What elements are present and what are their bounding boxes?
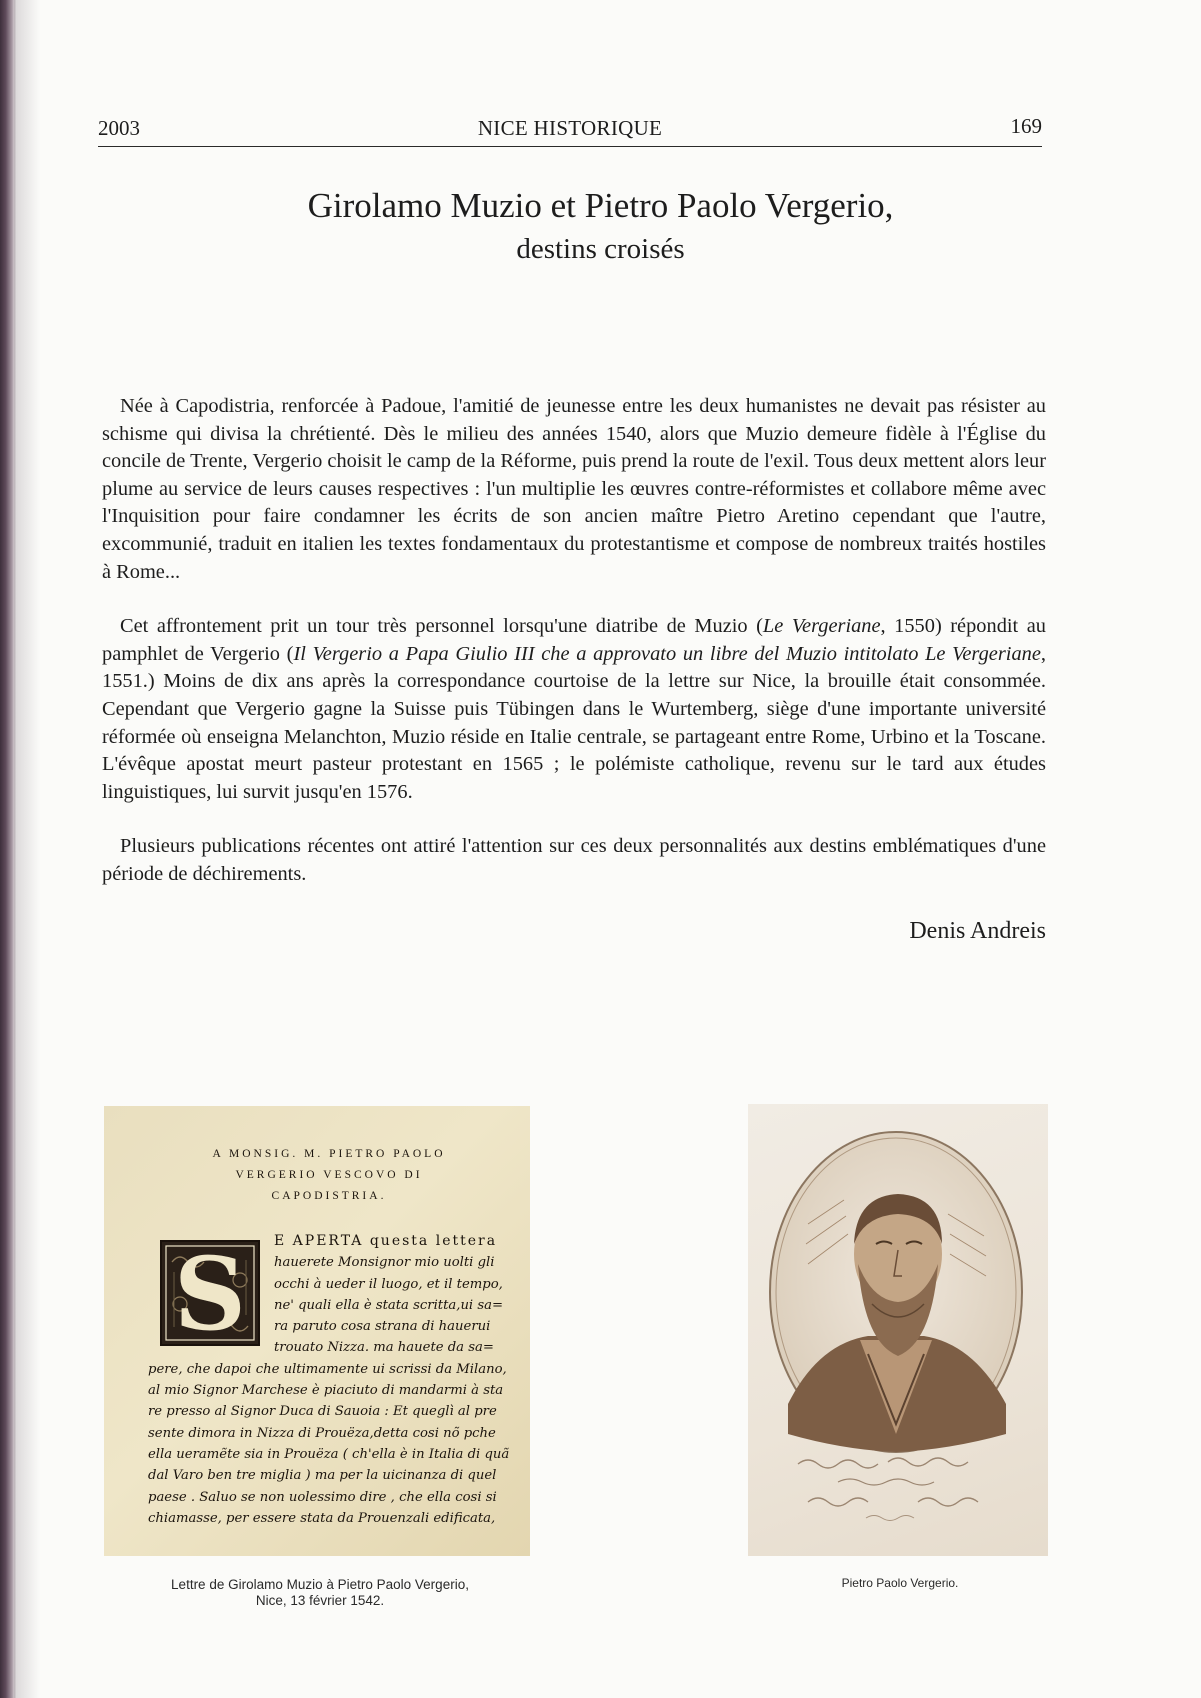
letter-text-line: chiamasse, per essere stata da Prouenzali edificata,: [148, 1510, 496, 1526]
letter-text-line: paese . Saluo se non uolessimo dire , che ella cosi si: [148, 1489, 497, 1505]
letter-heading-line: A MONSIG. M. PIETRO PAOLO: [212, 1148, 446, 1160]
paragraph-2-text-b: , 1550) répondit au pamphlet de Vergerio (: [102, 615, 1046, 665]
running-header: [98, 116, 1042, 147]
letter-text-line: dal Varo ben tre miglia ) ma per la uicinanza di quel: [148, 1468, 497, 1484]
paragraph-2-text-a: Cet affrontement prit un tour très personnel lorsqu'une diatribe de Muzio (: [120, 615, 763, 638]
header-page-number: 169: [1010, 114, 1042, 138]
paragraph-2-title-a: Le Vergeriane: [762, 615, 881, 638]
header-journal-title: NICE HISTORIQUE: [477, 116, 663, 140]
article-body: [102, 393, 1046, 916]
letter-caption-line-2: Nice, 13 février 1542.: [255, 1593, 385, 1608]
letter-text-line: ra paruto cosa strana di hauerui: [274, 1319, 491, 1335]
letter-text: [104, 1231, 530, 1529]
portrait-illustration: [748, 1104, 1048, 1556]
letter-text-line: ella ueramẽte sia in Prouëza ( ch'ella è in Italia di quã: [148, 1446, 510, 1462]
letter-text-line: E APERTA questa lettera: [274, 1233, 498, 1249]
letter-text-line: sente dimora in Nizza di Prouëza,detta cosi nõ pche: [148, 1425, 496, 1441]
portrait-engraving-image: [748, 1104, 1048, 1556]
letter-text-line: hauerete Monsignor mio uolti gli: [274, 1255, 495, 1271]
header-year: 2003: [98, 116, 140, 140]
article-subtitle: destins croisés: [516, 233, 685, 265]
letter-text-line: re presso al Signor Duca di Sauoia : Et queglì al pre: [148, 1404, 497, 1420]
letter-text-line: occhi à ueder il luogo, et il tempo,: [274, 1276, 503, 1292]
paragraph-2: [102, 613, 1046, 806]
letter-caption-line-1: Lettre de Girolamo Muzio à Pietro Paolo Vergerio,: [171, 1577, 469, 1592]
letter-text-line: ne' quali ella è stata scritta,ui sa=: [274, 1297, 504, 1313]
article-title: Girolamo Muzio et Pietro Paolo Vergerio,: [307, 186, 894, 225]
drop-cap-letter: S: [173, 1235, 247, 1353]
paragraph-2-text-c: , 1551.) Moins de dix ans après la correspondance courtoise de la lettre sur Nice, la brouille était consommée. Cependant que Vergerio gagne la Suisse puis Tübingen dans le Wurtemberg, siège d'une importante université réformée où enseigna Melanchton, Muzio réside en Italie centrale, se partageant entre Rome, Urbino et la Toscane. L'évêque apostat meurt pasteur protestant en 1565 ; le polémiste catholique, revenu sur le tard aux études linguistiques, lui survit jusqu'en 1576.: [102, 642, 1046, 803]
letter-text-line: trouato Nizza. ma hauete da sa=: [274, 1340, 494, 1356]
letter-text-line: pere, che dapoi che ultimamente ui scrissi da Milano,: [148, 1361, 507, 1377]
paragraph-3: Plusieurs publications récentes ont attiré l'attention sur ces deux personnalités aux destins emblématiques d'une période de déchirements.: [102, 835, 1046, 885]
letter-heading-line: VERGERIO VESCOVO DI: [235, 1169, 423, 1181]
portrait-figure-caption: Pietro Paolo Vergerio.: [841, 1576, 959, 1590]
letter-facsimile-image: [104, 1106, 530, 1556]
paragraph-2-title-b: Il Vergerio a Papa Giulio III che a approvato un libre del Muzio intitolato Le Vergeriane: [293, 642, 1041, 665]
letter-heading-line: CAPODISTRIA.: [271, 1190, 387, 1202]
author-signature: Denis Andreis: [909, 918, 1046, 944]
letter-figure-caption: [100, 1577, 540, 1609]
paragraph-1: Née à Capodistria, renforcée à Padoue, l'amitié de jeunesse entre les deux humanistes ne devait pas résister au schisme qui divisa la chrétienté. Dès le milieu des années 1540, alors que Muzio demeure fidèle à l'Église du concile de Trente, Vergerio choisit le camp de la Réforme, puis prend la route de l'exil. Tous deux mettent alors leur plume au service de leurs causes respectives : l'un multiplie les œuvres contre-réformistes et collabore même avec l'Inquisition pour faire condamner les écrits de son ancien maître Pietro Aretino cependant que l'autre, excommunié, traduit en italien les textes fondamentaux du protestantisme et compose de nombreux traités hostiles à Rome...: [102, 395, 1046, 583]
letter-text-line: al mio Signor Marchese è piaciuto di mandarmi à sta: [148, 1383, 504, 1399]
